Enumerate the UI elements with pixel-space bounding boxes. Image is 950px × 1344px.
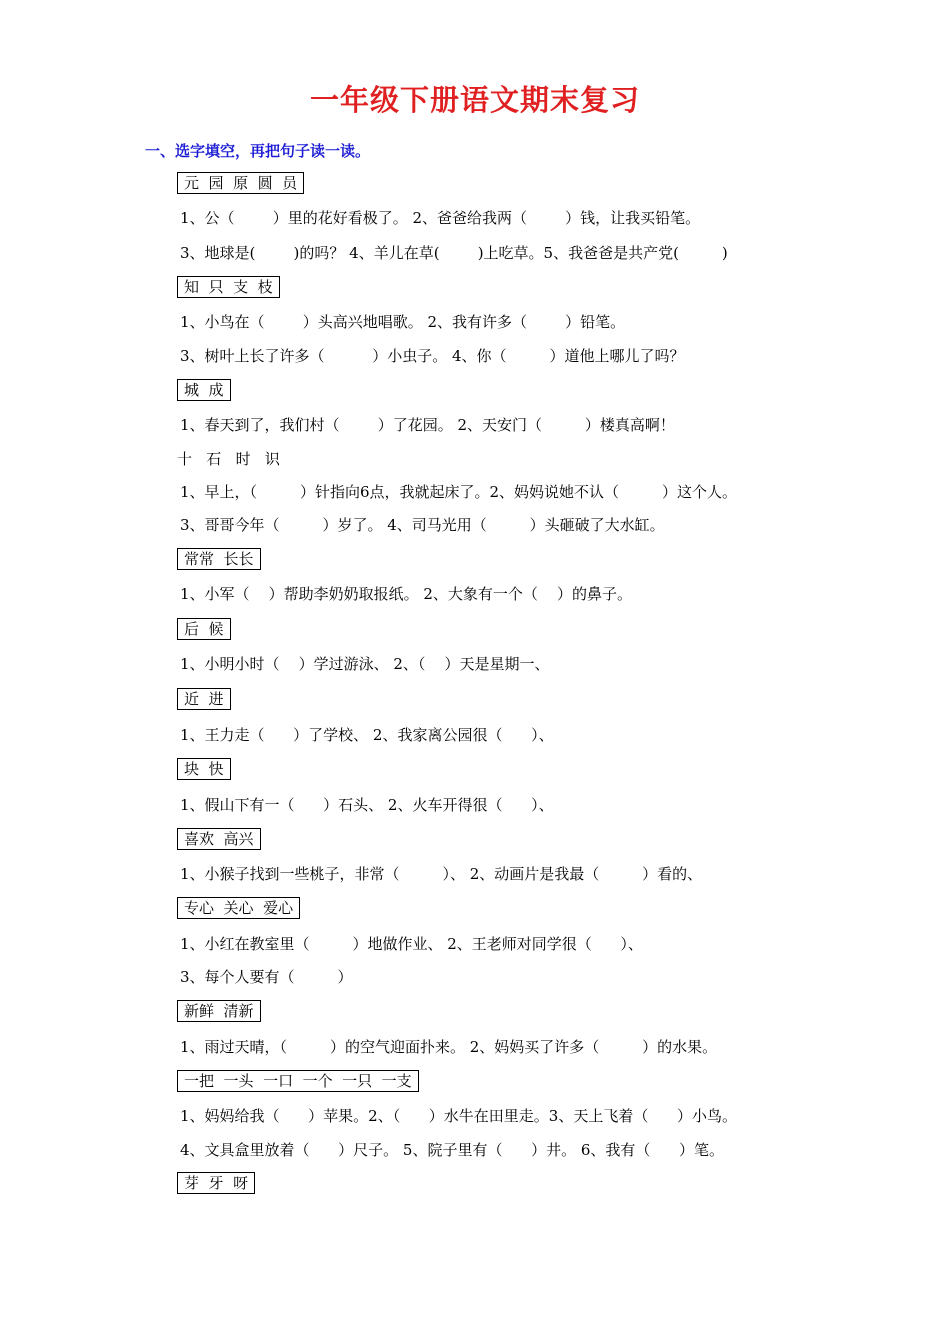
word-box: 一把 一头 一口 一个 一只 一支 xyxy=(177,1070,419,1092)
word-box: 知 只 支 枝 xyxy=(177,276,280,298)
word-box: 块 快 xyxy=(177,758,231,780)
page-title: 一年级下册语文期末复习 xyxy=(309,83,640,117)
exercise-line: 3、树叶上长了许多（ ）小虫子。 4、你（ ）道他上哪儿了吗？ xyxy=(180,347,685,365)
exercise-line: 1、妈妈给我（ ）苹果。2、（ ）水牛在田里走。3、天上飞着（ ）小鸟。 xyxy=(180,1107,737,1125)
exercise-line: 1、小猴子找到一些桃子，非常（ ）、 2、动画片是我最（ ）看的、 xyxy=(180,865,703,883)
exercise-line: 1、王力走（ ）了学校、 2、我家离公园很（ ）、 xyxy=(180,726,554,744)
exercise-line: 1、雨过天晴，（ ）的空气迎面扑来。 2、妈妈买了许多（ ）的水果。 xyxy=(180,1038,718,1056)
exercise-line: 1、公（ ）里的花好看极了。 2、爸爸给我两（ ）钱，让我买铅笔。 xyxy=(180,209,701,227)
word-box: 近 进 xyxy=(177,688,231,710)
exercise-line: 1、小军（ ）帮助李奶奶取报纸。 2、大象有一个（ ）的鼻子。 xyxy=(180,585,633,603)
word-box: 后 候 xyxy=(177,618,231,640)
exercise-line: 1、早上，（ ）针指向6点，我就起床了。2、妈妈说她不认（ ）这个人。 xyxy=(180,483,737,501)
word-box: 元 园 原 圆 员 xyxy=(177,172,304,194)
word-box: 新鲜 清新 xyxy=(177,1000,261,1022)
word-box: 常常 长长 xyxy=(177,548,261,570)
exercise-line: 3、地球是( )的吗？ 4、羊儿在草( )上吃草。5、我爸爸是共产党( ) xyxy=(180,244,728,262)
word-box: 喜欢 高兴 xyxy=(177,828,261,850)
exercise-line: 1、假山下有一（ ）石头、 2、火车开得很（ ）、 xyxy=(180,796,554,814)
exercise-line: 3、哥哥今年（ ）岁了。 4、司马光用（ ）头砸破了大水缸。 xyxy=(180,516,665,534)
exercise-line: 3、每个人要有（ ） xyxy=(180,968,353,986)
word-box: 城 成 xyxy=(177,379,231,401)
exercise-line: 1、小鸟在（ ）头高兴地唱歌。 2、我有许多（ ）铅笔。 xyxy=(180,313,626,331)
section-heading: 一、选字填空，再把句子读一读。 xyxy=(145,142,371,160)
word-list: 十 石 时 识 xyxy=(177,450,280,468)
exercise-line: 1、小明小时（ ）学过游泳、 2、（ ）天是星期一、 xyxy=(180,655,550,673)
exercise-line: 4、文具盒里放着（ ）尺子。 5、院子里有（ ）井。 6、我有（ ）笔。 xyxy=(180,1141,724,1159)
exercise-line: 1、小红在教室里（ ）地做作业、 2、王老师对同学很（ ）、 xyxy=(180,935,643,953)
word-box: 专心 关心 爱心 xyxy=(177,897,300,919)
exercise-line: 1、春天到了，我们村（ ）了花园。 2、天安门（ ）楼真高啊！ xyxy=(180,416,675,434)
word-box: 芽 牙 呀 xyxy=(177,1172,255,1194)
